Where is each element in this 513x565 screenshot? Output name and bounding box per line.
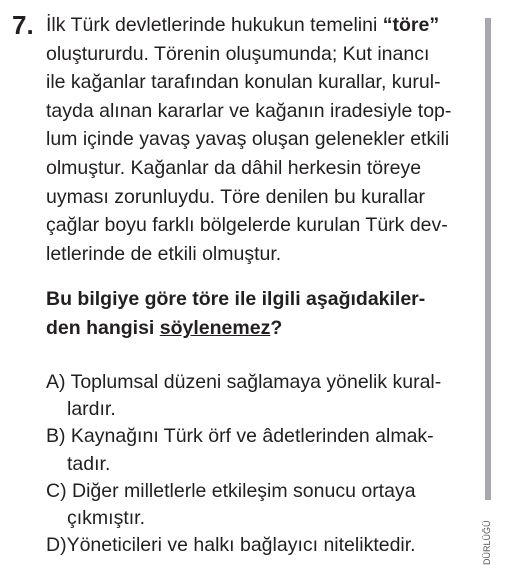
choice-letter: A) [46,371,66,393]
choice-a[interactable] [46,369,478,423]
passage-line: çağlar boyu farklı bölgelerde kurulan Türk dev- [46,214,448,237]
choice-letter: C) [46,479,67,502]
passage-line: tayda alınan kararlar ve kağanın iradesiyle top- [46,99,452,122]
choice-letter: B) [46,425,66,448]
choice-c[interactable] [46,478,478,532]
choice-text: Yöneticileri ve halkı bağlayıcı niteliktedir. [66,534,416,557]
choice-b[interactable] [46,423,478,477]
choice-line: lardır. [67,398,116,421]
answer-choices [46,369,478,559]
prompt-line [46,314,478,343]
choice-letter: D) [46,534,67,557]
margin-bar [485,18,491,500]
choice-line: çıkmıştır. [67,507,145,530]
passage-line: oluştururdu. Törenin oluşumunda; Kut inancı [46,42,430,65]
question-prompt [46,285,478,343]
prompt-text: den hangisi [46,317,160,339]
passage-line: lum içinde yavaş yavaş oluşan gelenekler etkili [46,128,450,151]
passage-line: uyması zorunluydu. Töre denilen bu kurallar [46,185,426,208]
choice-text: Kaynağını Türk örf ve âdetlerinden almak- [70,425,434,448]
passage-line: letlerinde de etkili olmuştur. [46,242,282,265]
negation-word: söylenemez [159,317,271,339]
choice-text: Diğer milletlerle etkileşim sonucu ortaya [72,479,416,502]
passage-line [46,11,478,40]
prompt-line: Bu bilgiye göre töre ile ilgili aşağıdakiler- [46,288,426,310]
tore-keyword: “töre” [382,14,440,36]
choice-text: Toplumsal düzeni sağlamaya yönelik kural- [70,371,442,393]
choice-line [46,478,478,505]
question-mark: ? [270,317,283,339]
margin-side-text: DÜRLÜĞÜ [482,520,492,565]
choice-line [46,423,478,450]
choice-line: tadır. [67,452,111,475]
choice-d[interactable] [46,532,478,559]
choice-line [46,532,478,559]
passage-line: olmuştur. Kağanlar da dâhil herkesin töreye [46,156,422,179]
choice-line [46,369,478,396]
passage-text: İlk Türk devletlerinde hukukun temelini [46,14,383,36]
passage-line: ile kağanlar tarafından konulan kurallar, kurul- [46,71,441,94]
question-passage [46,11,478,268]
question-number: 7. [12,10,34,40]
